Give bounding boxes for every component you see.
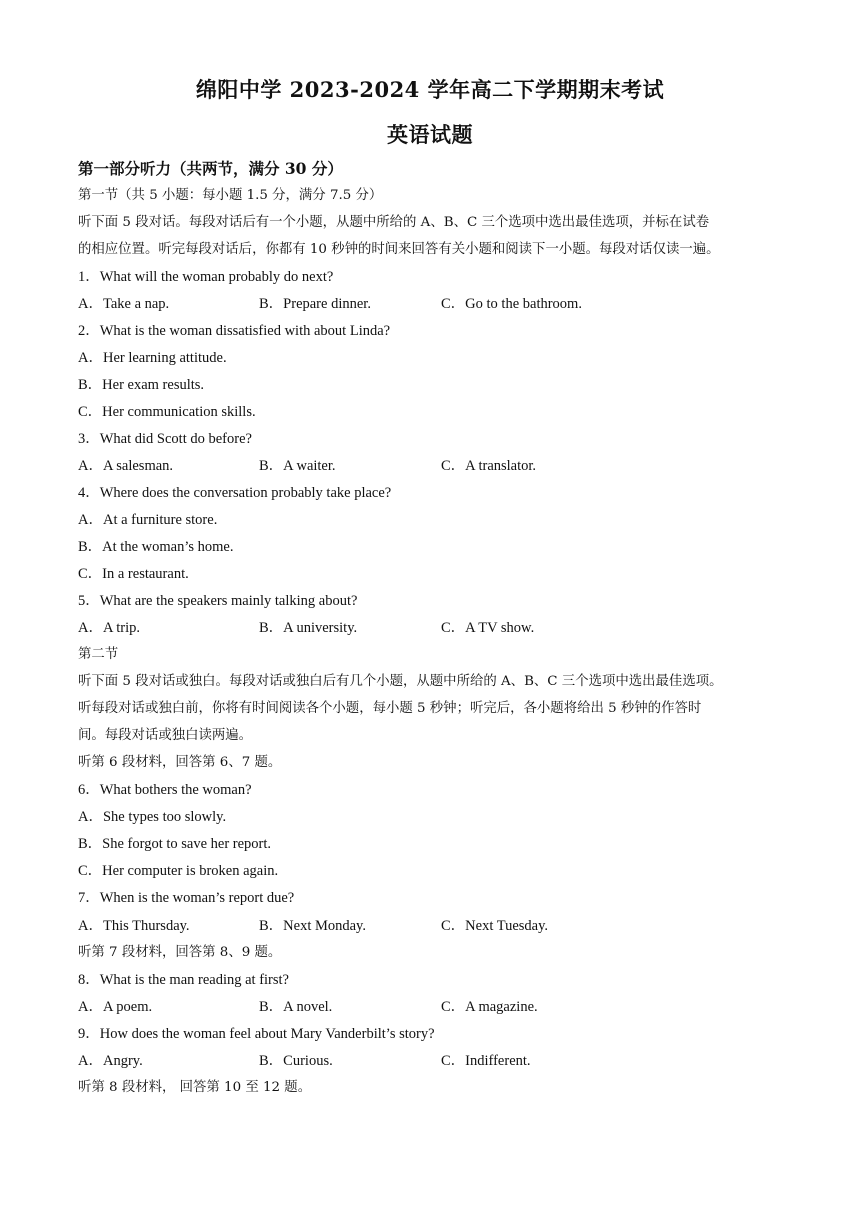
option-b: B．A novel. [259, 999, 333, 1015]
options-row [78, 1051, 788, 1071]
section2-instruction-line: 间。每段对话或独白读两遍。 [78, 728, 253, 743]
option-a: A．A salesman. [78, 458, 174, 474]
exam-subtitle: 英语试题 [387, 122, 473, 147]
option-a: A．This Thursday. [78, 918, 190, 934]
option-c: C．A magazine. [441, 999, 538, 1015]
options-row [78, 916, 788, 936]
part1-heading: 第一部分听力（共两节，满分 30 分） [78, 159, 343, 178]
option-c: C．A TV show. [441, 620, 535, 636]
option-c: C．Next Tuesday. [441, 918, 549, 934]
section2-instruction-line: 听每段对话或独白前，你将有时间阅读各个小题，每小题 5 秒钟；听完后，各小题将给出 5 秒钟的作答时 [78, 701, 702, 716]
option-b: B．She forgot to save her report. [78, 836, 272, 852]
option-a: A．At a furniture store. [78, 512, 218, 528]
option-c: C．In a restaurant. [78, 566, 189, 582]
question-stem: 3．What did Scott do before? [78, 431, 252, 447]
option-a: A．Take a nap. [78, 296, 170, 312]
option-a: A．She types too slowly. [78, 809, 227, 825]
option-a: A．Angry. [78, 1053, 143, 1069]
material-note: 听第 8 段材料， 回答第 10 至 12 题。 [78, 1080, 312, 1095]
options-row [78, 997, 788, 1017]
section2-heading: 第二节 [78, 647, 119, 662]
question-stem: 6．What bothers the woman? [78, 782, 252, 798]
question-stem: 9．How does the woman feel about Mary Vanderbilt’s story? [78, 1026, 435, 1042]
option-c: C．A translator. [441, 458, 537, 474]
option-c: C．Indifferent. [441, 1053, 531, 1069]
material-note: 听第 7 段材料，回答第 8、9 题。 [78, 945, 282, 960]
option-c: C．Her communication skills. [78, 404, 256, 420]
option-c: C．Her computer is broken again. [78, 863, 279, 879]
options-row [78, 618, 788, 638]
option-b: B．Her exam results. [78, 377, 205, 393]
option-b: B．Curious. [259, 1053, 333, 1069]
section1-instruction-line: 的相应位置。听完每段对话后，你都有 10 秒钟的时间来回答有关小题和阅读下一小题。每段对话仅读一遍。 [78, 242, 720, 257]
exam-title: 绵阳中学 2023-2024 学年高二下学期期末考试 [195, 77, 665, 102]
option-a: A．A poem. [78, 999, 153, 1015]
option-c: C．Go to the bathroom. [441, 296, 582, 312]
question-stem: 4．Where does the conversation probably take place? [78, 485, 392, 501]
material-note: 听第 6 段材料，回答第 6、7 题。 [78, 755, 282, 770]
question-stem: 8．What is the man reading at first? [78, 972, 289, 988]
options-row [78, 294, 788, 314]
section2-instruction-line: 听下面 5 段对话或独白。每段对话或独白后有几个小题，从题中所给的 A、B、C 三个选项中选出最佳选项。 [78, 674, 723, 689]
question-stem: 2．What is the woman dissatisfied with about Linda? [78, 323, 391, 339]
option-b: B．Prepare dinner. [259, 296, 371, 312]
option-a: A．Her learning attitude. [78, 350, 227, 366]
question-stem: 7．When is the woman’s report due? [78, 890, 295, 906]
option-b: B．At the woman’s home. [78, 539, 234, 555]
section1-instruction-line: 听下面 5 段对话。每段对话后有一个小题，从题中所给的 A、B、C 三个选项中选出最佳选项，并标在试卷 [78, 215, 710, 230]
section1-heading: 第一节（共 5 小题：每小题 1.5 分，满分 7.5 分） [78, 188, 383, 203]
options-row [78, 456, 788, 476]
option-b: B．A university. [259, 620, 358, 636]
question-stem: 5．What are the speakers mainly talking about? [78, 593, 358, 609]
option-b: B．Next Monday. [259, 918, 366, 934]
option-b: B．A waiter. [259, 458, 336, 474]
question-stem: 1．What will the woman probably do next? [78, 269, 334, 285]
option-a: A．A trip. [78, 620, 141, 636]
